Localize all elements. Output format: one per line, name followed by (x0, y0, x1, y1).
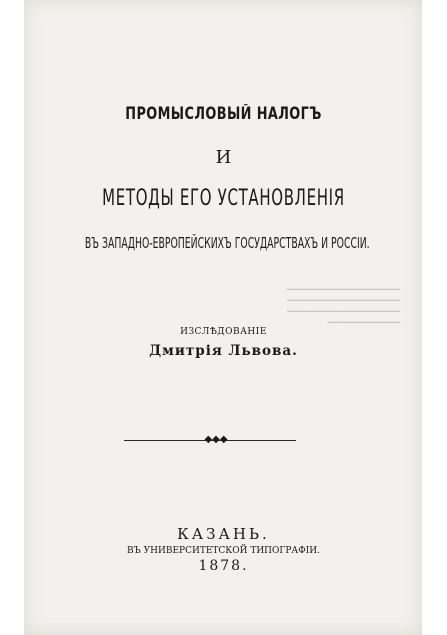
bleed-through-text: ━━━━━━━━━━━━━━━━━━━━━━━━━ ━━━━━━━━━━━━━━━━━━━━━━━━━ ━━━━━━━━━━━━━━━━━━━━━━━━━ ━━━━━━━━━━━━━━━━ (287, 285, 400, 327)
author-name: Дмитрiя Львова. (149, 343, 298, 359)
title-conjunction: И (215, 147, 232, 168)
book-subtitle: МЕТОДЫ ЕГО УСТАНОВЛЕНIЯ (102, 186, 345, 211)
book-title: ПРОМЫСЛОВЫЙ НАЛОГЪ (125, 104, 322, 123)
book-subtitle-line2: ВЪ ЗАПАДНО-ЕВРОПЕЙСКИХЪ ГОСУДАРСТВАХЪ И РОССIИ. (84, 234, 370, 252)
ornament-icon: ◆◆◆ (204, 434, 228, 445)
work-type: ИЗСЛѢДОВАНIЕ (180, 327, 267, 337)
publication-city: КАЗАНЬ. (177, 525, 270, 543)
publication-year: 1878. (198, 558, 249, 574)
publisher: ВЪ УНИВЕРСИТЕТСКОЙ ТИПОГРАФIИ. (127, 546, 320, 556)
